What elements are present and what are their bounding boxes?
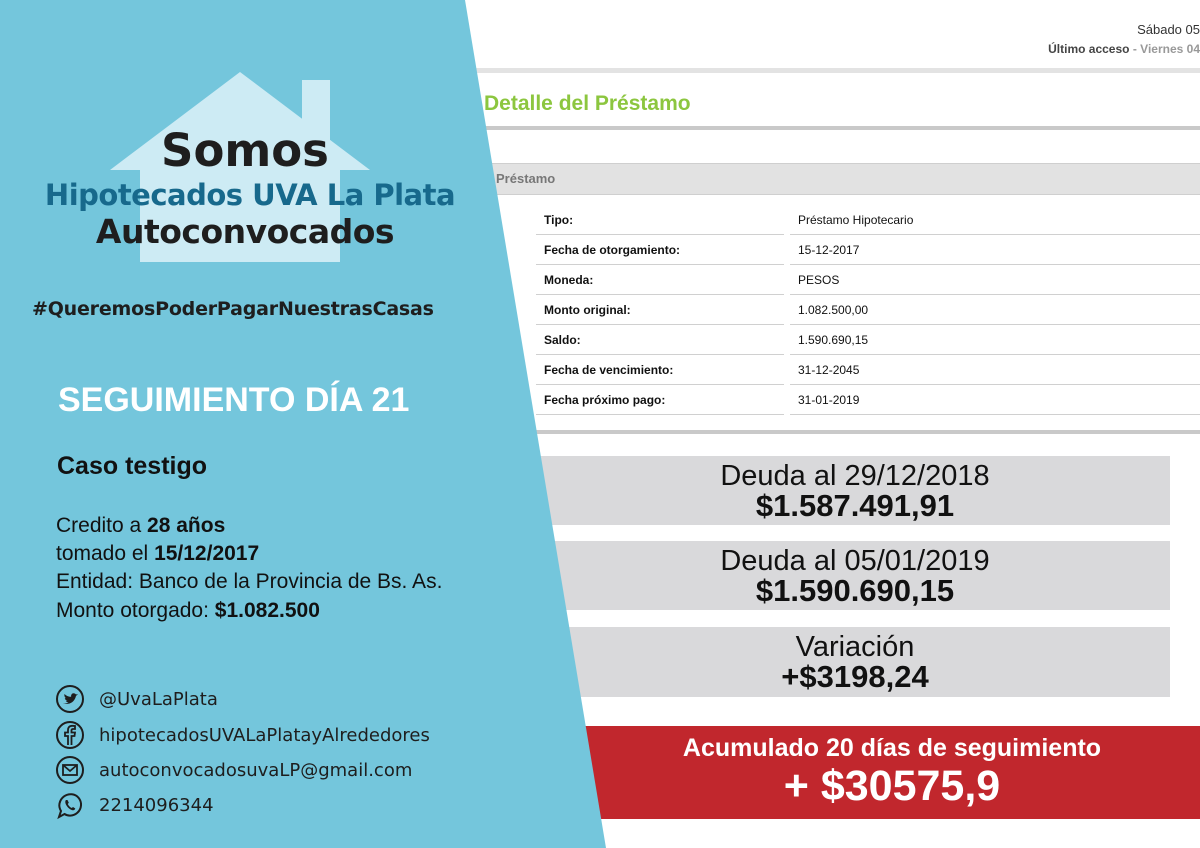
taken-date: 15/12/2017	[154, 542, 260, 565]
section-title: Detalle del Préstamo	[484, 92, 691, 115]
facebook-icon	[55, 720, 85, 750]
variation-value: +$3198,24	[781, 659, 929, 694]
accumulated-value: + $30575,9	[783, 762, 1001, 810]
accumulated-label: Acumulado 20 días de seguimiento	[682, 734, 1102, 762]
contact-facebook[interactable]	[55, 720, 430, 750]
contact-whatsapp[interactable]	[55, 790, 214, 820]
row-value: PESOS	[790, 265, 1200, 295]
credit-prefix: Credito a	[56, 514, 148, 537]
amount-line	[56, 599, 320, 623]
entity-line: Entidad: Banco de la Provincia de Bs. As.	[56, 570, 443, 593]
amount-prefix: Monto otorgado:	[56, 599, 215, 622]
contact-mail-text: autoconvocadosuvaLP@gmail.com	[99, 759, 413, 781]
row-label: Saldo:	[536, 325, 784, 355]
logo-line-2: Hipotecados UVA La Plata	[44, 178, 456, 212]
credit-line	[56, 514, 225, 538]
row-label: Fecha de otorgamiento:	[536, 235, 784, 265]
row-label: Moneda:	[536, 265, 784, 295]
row-value: 15-12-2017	[790, 235, 1200, 265]
hashtag: #QueremosPoderPagarNuestrasCasas	[32, 298, 434, 320]
row-value: 1.082.500,00	[790, 295, 1200, 325]
variation-label: Variación	[795, 631, 915, 663]
debt2-value: $1.590.690,15	[755, 573, 955, 608]
contact-whatsapp-text: 2214096344	[99, 794, 214, 816]
contact-facebook-text: hipotecadosUVALaPlatayAlrededores	[99, 724, 430, 746]
logo-line-1: Somos	[161, 124, 329, 177]
debt1-value: $1.587.491,91	[755, 488, 955, 523]
whatsapp-icon	[55, 790, 85, 820]
headline: SEGUIMIENTO DÍA 21	[58, 381, 410, 419]
case-title: Caso testigo	[57, 452, 208, 480]
contact-twitter[interactable]	[55, 684, 218, 714]
debt1-label: Deuda al 29/12/2018	[720, 460, 990, 492]
subsection-label: Préstamo	[496, 171, 556, 186]
row-label: Fecha de vencimiento:	[536, 355, 784, 385]
twitter-icon	[55, 684, 85, 714]
credit-years: 28 años	[147, 514, 226, 537]
row-value: 31-12-2045	[790, 355, 1200, 385]
logo-line-3: Autoconvocados	[95, 212, 395, 251]
last-access-label: Último acceso	[1048, 42, 1130, 56]
debt2-label: Deuda al 05/01/2019	[720, 545, 990, 577]
row-value: 1.590.690,15	[790, 325, 1200, 355]
taken-prefix: tomado el	[56, 542, 155, 565]
header-date: Sábado 05	[1137, 22, 1200, 37]
amount-value: $1.082.500	[214, 599, 320, 622]
taken-line	[56, 542, 259, 566]
contact-twitter-text: @UvaLaPlata	[99, 688, 218, 710]
row-label: Monto original:	[536, 295, 784, 325]
row-value: Préstamo Hipotecario	[790, 205, 1200, 235]
mail-icon	[55, 755, 85, 785]
last-access-value: - Viernes 04	[1132, 42, 1200, 56]
row-label: Tipo:	[536, 205, 784, 235]
contact-mail[interactable]	[55, 755, 412, 785]
row-label: Fecha próximo pago:	[536, 385, 784, 415]
row-value: 31-01-2019	[790, 385, 1200, 415]
